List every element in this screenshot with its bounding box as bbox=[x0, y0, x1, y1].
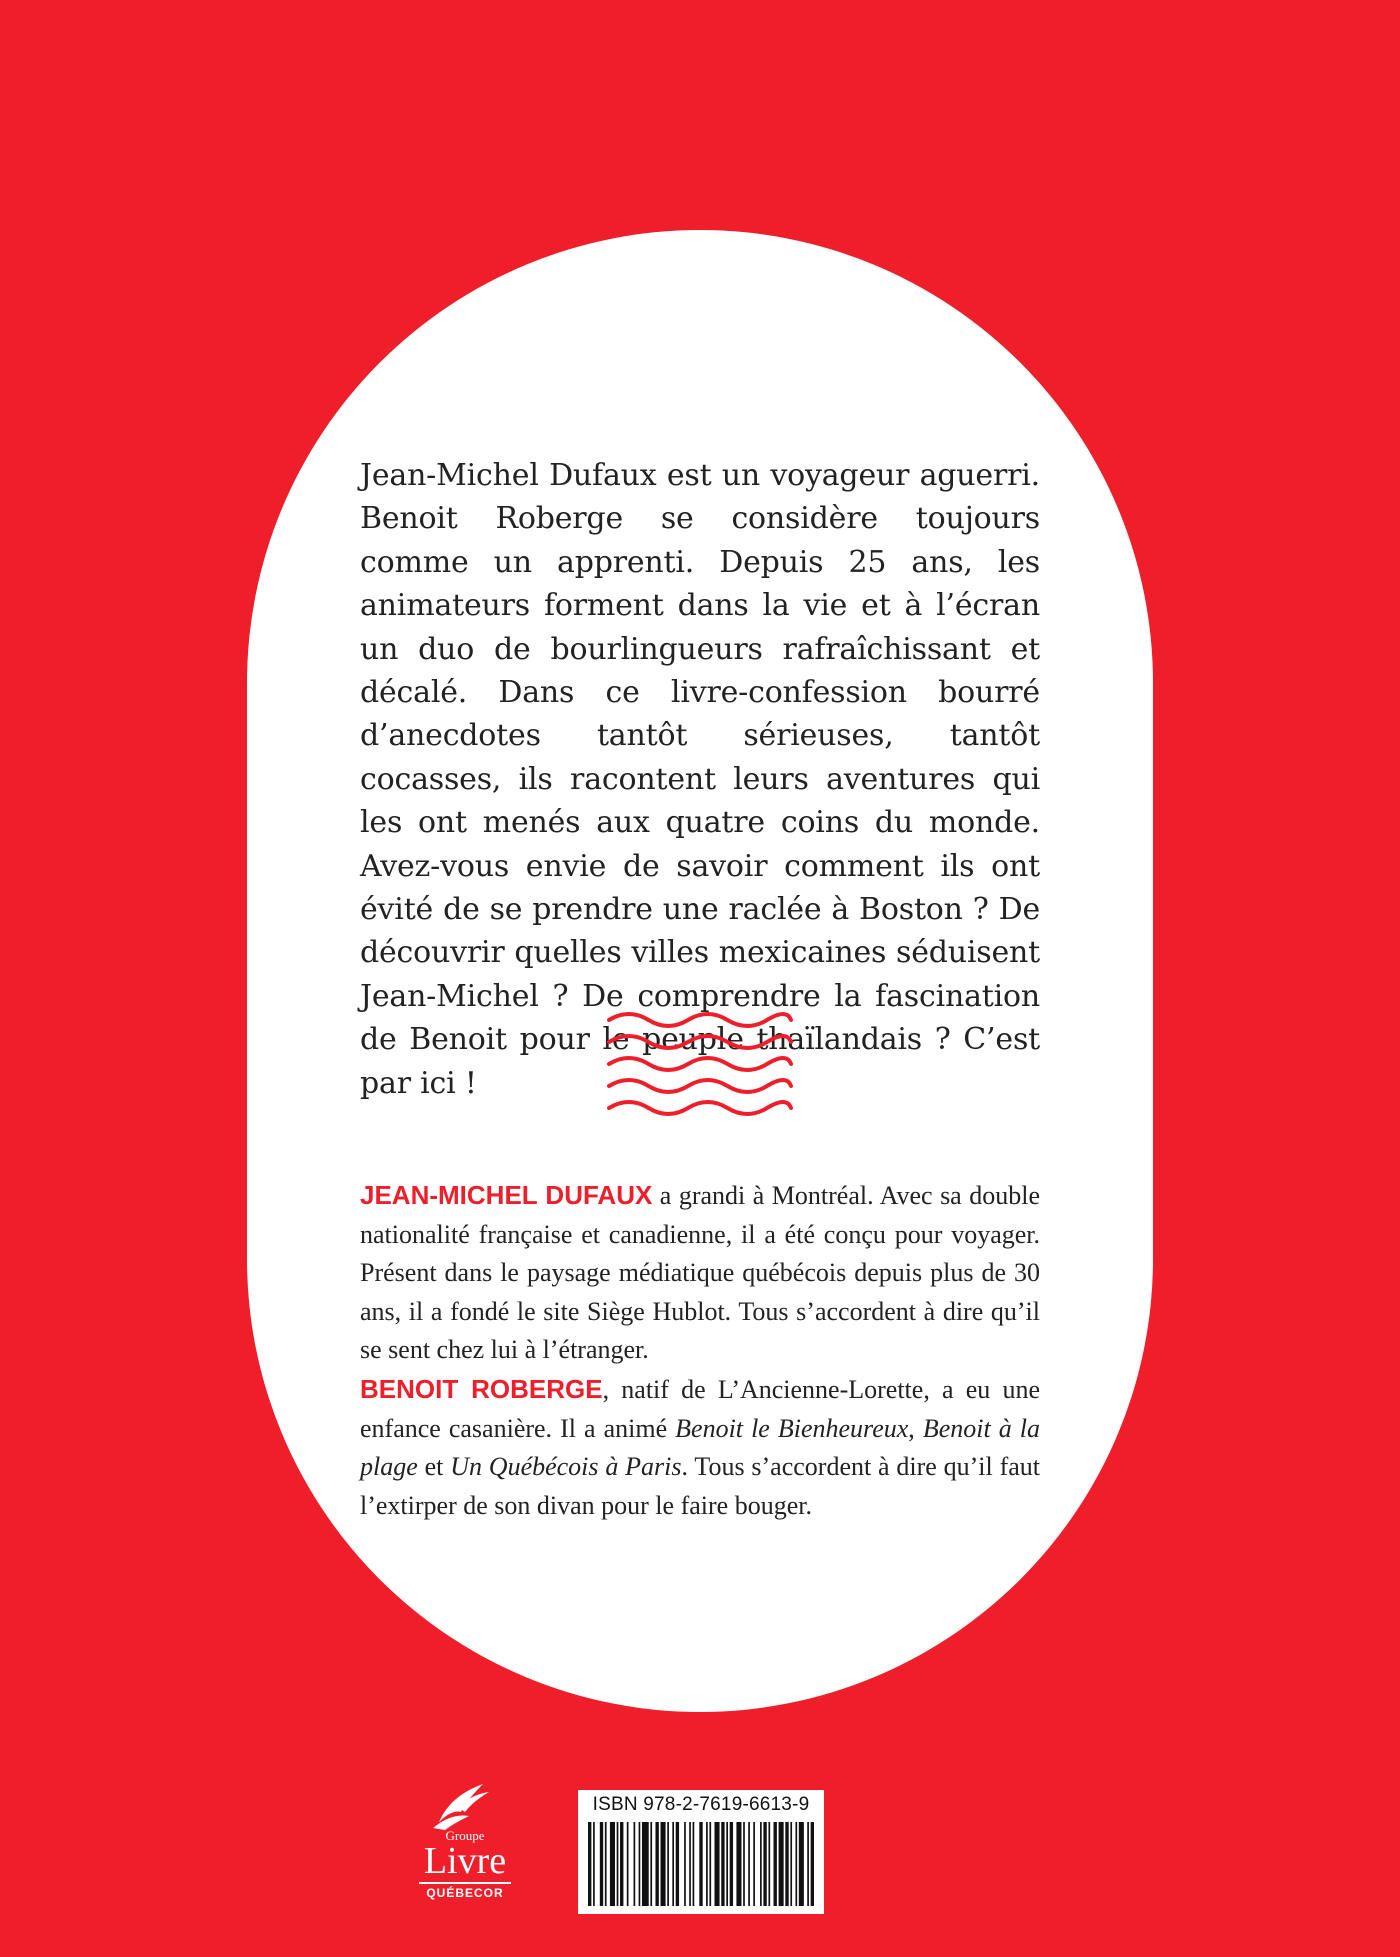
author-name-benoit: BENOIT ROBERGE bbox=[360, 1374, 603, 1404]
barcode-bar bbox=[699, 1822, 702, 1906]
barcode-bar bbox=[790, 1822, 792, 1906]
bio-text: a grandi à Montréal. Avec sa double nationalité française et canadienne, il a été conçu pour voyager. Présent dans le paysage médiatique québécois depuis plus de 30 ans, il a fondé le site Siège Hublot. Tous s’accordent à dire qu’il se sent chez lui à l’étranger. bbox=[360, 1181, 1040, 1364]
barcode-label bbox=[578, 1790, 824, 1914]
barcode-bar bbox=[726, 1822, 728, 1906]
barcode-bar bbox=[600, 1822, 603, 1906]
barcode-bar bbox=[730, 1822, 733, 1906]
bio-text: et bbox=[417, 1452, 451, 1481]
barcode-bar bbox=[642, 1822, 649, 1906]
barcode-bar bbox=[774, 1822, 777, 1906]
barcode-bar bbox=[799, 1822, 804, 1906]
author-name-jean-michel: JEAN-MICHEL DUFAUX bbox=[360, 1180, 653, 1210]
barcode-bar bbox=[811, 1822, 814, 1906]
barcode-bar bbox=[620, 1822, 623, 1906]
bird-icon bbox=[431, 1782, 491, 1832]
barcode-bar bbox=[736, 1822, 741, 1906]
barcode-bar bbox=[593, 1822, 595, 1906]
barcode-bar bbox=[706, 1822, 708, 1906]
barcode-bar bbox=[795, 1822, 797, 1906]
barcode-bar bbox=[753, 1822, 755, 1906]
barcode-bar bbox=[693, 1822, 695, 1906]
barcode-bar bbox=[689, 1822, 691, 1906]
waves-icon bbox=[605, 1010, 795, 1120]
barcode-bar bbox=[617, 1822, 619, 1906]
wave-line bbox=[609, 1058, 791, 1070]
publisher-logo bbox=[405, 1782, 525, 1922]
wave-line bbox=[609, 1014, 791, 1026]
barcode-bar bbox=[763, 1822, 766, 1906]
barcode-bar bbox=[748, 1822, 750, 1906]
show-title: Benoit le Bienheureux bbox=[675, 1413, 909, 1443]
barcode-bar bbox=[650, 1822, 652, 1906]
isbn-text: ISBN 978-2-7619-6613-9 bbox=[592, 1794, 810, 1815]
barcode-bar bbox=[672, 1822, 674, 1906]
barcode-bar bbox=[667, 1822, 669, 1906]
bio-text: , bbox=[908, 1413, 923, 1443]
bio-text: , natif de L’Ancienne-Lorette, a eu une enfance casanière. Il a animé bbox=[360, 1375, 1040, 1443]
barcode-bar bbox=[768, 1822, 770, 1906]
bio-text: . Tous s’accordent à dire qu’il faut l’extirper de son divan pour le faire bouger. bbox=[360, 1452, 1041, 1520]
barcode bbox=[588, 1822, 814, 1906]
barcode-bar bbox=[760, 1822, 762, 1906]
barcode-bar bbox=[605, 1822, 607, 1906]
show-title: Un Québécois à Paris bbox=[450, 1452, 682, 1481]
barcode-bar bbox=[610, 1822, 615, 1906]
barcode-bar bbox=[639, 1822, 641, 1906]
logo-quebecor-text: QUÉBECOR bbox=[426, 1886, 504, 1900]
wave-line bbox=[609, 1102, 791, 1114]
barcode-bar bbox=[714, 1822, 719, 1906]
barcode-bar bbox=[779, 1822, 784, 1906]
logo-livre-text: Livre bbox=[423, 1840, 507, 1882]
wave-line bbox=[609, 1036, 791, 1048]
barcode-bar bbox=[721, 1822, 724, 1906]
barcode-bar bbox=[743, 1822, 745, 1906]
barcode-bar bbox=[627, 1822, 629, 1906]
wave-line bbox=[609, 1080, 791, 1092]
back-cover-blurb: Jean-Michel Dufaux est un voyageur aguerri. Benoit Roberge se considère toujours comme un apprenti. Depuis 25 ans, les animateurs forment dans la vie et à l’écran un duo de bourlingueurs rafraîchissant et décalé. Dans ce livre-confession bourré d’anecdotes tantôt sérieuses, tantôt cocasses, ils racontent leurs aventures qui les ont menés aux quatre coins du monde. Avez-vous envie de savoir comment ils ont évité de se prendre une raclée à Boston ? De découvrir quelles villes mexicaines séduisent Jean-Michel ? De comprendre la fascination de Benoit pour le peuple thaïlandais ? C’est par ici ! bbox=[360, 458, 1040, 1101]
barcode-bar bbox=[588, 1822, 591, 1906]
author-bio-benoit bbox=[360, 1370, 1040, 1525]
barcode-bar bbox=[709, 1822, 711, 1906]
author-bio-jean-michel bbox=[360, 1176, 1040, 1370]
barcode-bar bbox=[634, 1822, 636, 1906]
barcode-bar bbox=[661, 1822, 666, 1906]
barcode-bar bbox=[676, 1822, 679, 1906]
barcode-bar bbox=[807, 1822, 809, 1906]
barcode-bar bbox=[684, 1822, 686, 1906]
barcode-bar bbox=[785, 1822, 788, 1906]
barcode-bar bbox=[655, 1822, 658, 1906]
show-title: Benoit à la plage bbox=[360, 1413, 1041, 1481]
logo-underline bbox=[419, 1882, 511, 1884]
logo-groupe-text: Groupe bbox=[445, 1828, 485, 1843]
